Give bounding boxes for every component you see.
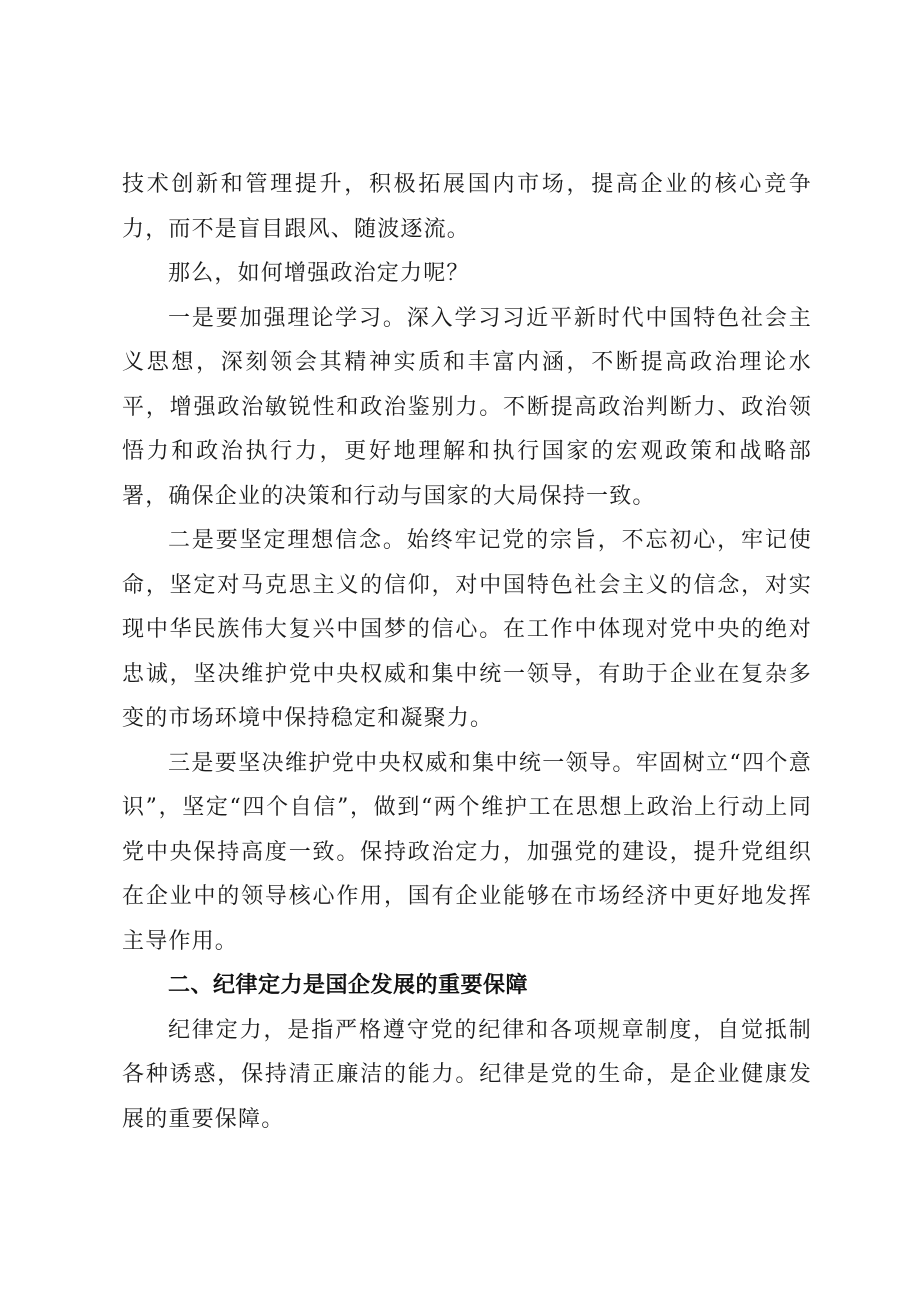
section-heading: 二、纪律定力是国企发展的重要保障: [168, 973, 529, 998]
paragraph-discipline: 纪律定力，是指严格遵守党的纪律和各项规章制度，自觉抵制各种诱惑，保持清正廉洁的能力。纪律是党的生命，是企业健康发展的重要保障。: [122, 1017, 812, 1132]
paragraph-continuation: 技术创新和管理提升，积极拓展国内市场，提高企业的核心竞争力，而不是盲目跟风、随波逐流。: [122, 172, 812, 242]
paragraph-point-two: 二是要坚定理想信念。始终牢记党的宗旨，不忘初心，牢记使命，坚定对马克思主义的信仰，对中国特色社会主义的信念，对实现中华民族伟大复兴中国梦的信心。在工作中体现对党中央的绝对忠诚，坚决维护党中央权威和集中统一领导，有助于企业在复杂多变的市场环境中保持稳定和凝聚力。: [122, 528, 812, 731]
document-body: [122, 163, 812, 1142]
paragraph-point-one: 一是要加强理论学习。深入学习习近平新时代中国特色社会主义思想，深刻领会其精神实质和丰富内涵，不断提高政治理论水平，增强政治敏锐性和政治鉴别力。不断提高政治判断力、政治领悟力和政治执行力，更好地理解和执行国家的宏观政策和战略部署，确保企业的决策和行动与国家的大局保持一致。: [122, 305, 812, 509]
paragraph-point-three: 三是要坚决维护党中央权威和集中统一领导。牢固树立“四个意识”，坚定“四个自信”，做到“两个维护工在思想上政治上行动上同党中央保持高度一致。保持政治定力，加强党的建设，提升党组织在企业中的领导核心作用，国有企业能够在市场经济中更好地发挥主导作用。: [122, 750, 812, 954]
paragraph-question: 那么，如何增强政治定力呢？: [168, 261, 470, 286]
